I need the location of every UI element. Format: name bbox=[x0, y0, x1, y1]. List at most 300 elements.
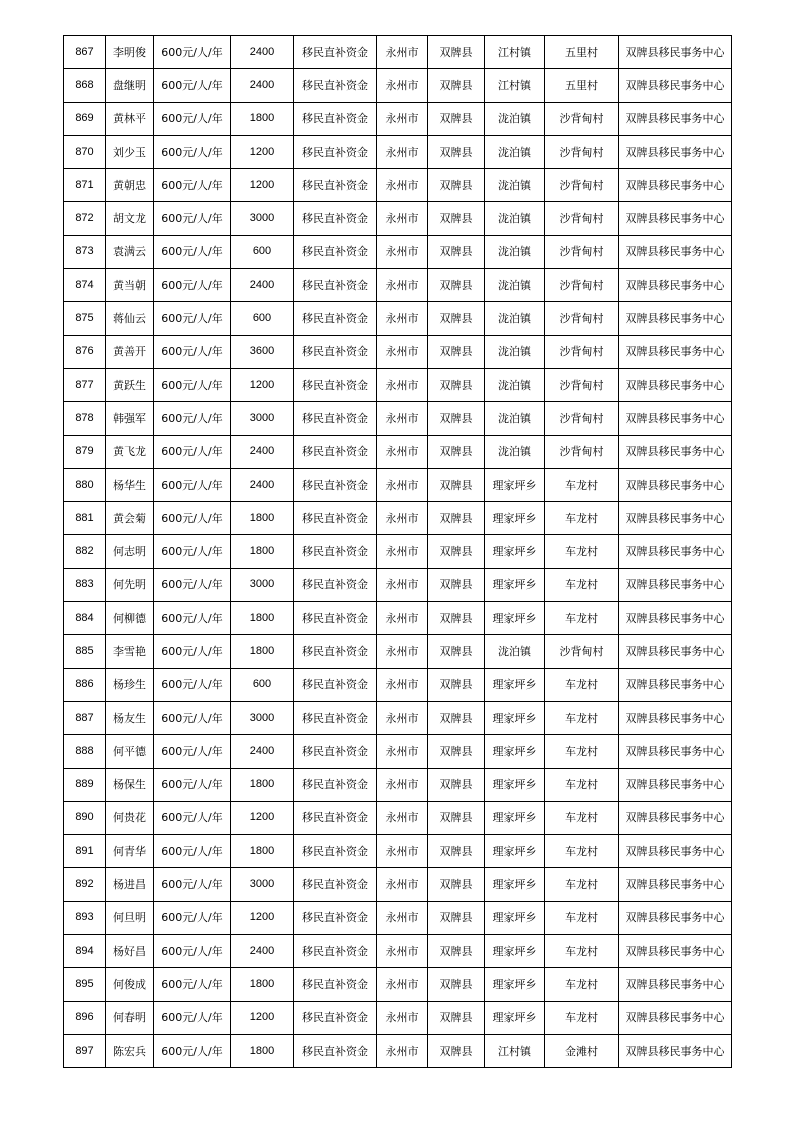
name-cell: 杨好昌 bbox=[106, 935, 154, 968]
name-cell: 杨友生 bbox=[106, 701, 154, 734]
name-cell: 盘继明 bbox=[106, 69, 154, 102]
town-cell: 泷泊镇 bbox=[485, 135, 545, 168]
agency-cell: 双牌县移民事务中心 bbox=[619, 102, 732, 135]
row-number-cell: 872 bbox=[64, 202, 106, 235]
table-row bbox=[64, 269, 732, 302]
fund-type-cell: 移民直补资金 bbox=[294, 602, 377, 635]
city-cell: 永州市 bbox=[377, 635, 428, 668]
fund-type-cell: 移民直补资金 bbox=[294, 801, 377, 834]
agency-cell: 双牌县移民事务中心 bbox=[619, 169, 732, 202]
standard-cell: 600元/人/年 bbox=[154, 402, 231, 435]
name-cell: 袁满云 bbox=[106, 235, 154, 268]
city-cell: 永州市 bbox=[377, 69, 428, 102]
town-cell: 泷泊镇 bbox=[485, 302, 545, 335]
standard-cell: 600元/人/年 bbox=[154, 868, 231, 901]
agency-cell: 双牌县移民事务中心 bbox=[619, 435, 732, 468]
table-row bbox=[64, 968, 732, 1001]
city-cell: 永州市 bbox=[377, 868, 428, 901]
table-row bbox=[64, 535, 732, 568]
table-row bbox=[64, 1001, 732, 1034]
row-number-cell: 884 bbox=[64, 602, 106, 635]
name-cell: 何春明 bbox=[106, 1001, 154, 1034]
fund-type-cell: 移民直补资金 bbox=[294, 269, 377, 302]
table-row bbox=[64, 302, 732, 335]
village-cell: 沙背甸村 bbox=[545, 135, 619, 168]
standard-cell: 600元/人/年 bbox=[154, 1034, 231, 1067]
town-cell: 江村镇 bbox=[485, 69, 545, 102]
amount-cell: 3000 bbox=[231, 402, 294, 435]
agency-cell: 双牌县移民事务中心 bbox=[619, 368, 732, 401]
row-number-cell: 874 bbox=[64, 269, 106, 302]
row-number-cell: 879 bbox=[64, 435, 106, 468]
town-cell: 理家坪乡 bbox=[485, 602, 545, 635]
row-number-cell: 883 bbox=[64, 568, 106, 601]
county-cell: 双牌县 bbox=[428, 1001, 485, 1034]
agency-cell: 双牌县移民事务中心 bbox=[619, 269, 732, 302]
town-cell: 理家坪乡 bbox=[485, 801, 545, 834]
standard-cell: 600元/人/年 bbox=[154, 368, 231, 401]
town-cell: 理家坪乡 bbox=[485, 768, 545, 801]
table-row bbox=[64, 502, 732, 535]
village-cell: 车龙村 bbox=[545, 835, 619, 868]
county-cell: 双牌县 bbox=[428, 602, 485, 635]
row-number-cell: 873 bbox=[64, 235, 106, 268]
city-cell: 永州市 bbox=[377, 835, 428, 868]
table-row bbox=[64, 735, 732, 768]
amount-cell: 1800 bbox=[231, 1034, 294, 1067]
town-cell: 泷泊镇 bbox=[485, 635, 545, 668]
fund-type-cell: 移民直补资金 bbox=[294, 169, 377, 202]
standard-cell: 600元/人/年 bbox=[154, 935, 231, 968]
table-row bbox=[64, 801, 732, 834]
village-cell: 五里村 bbox=[545, 69, 619, 102]
table-row bbox=[64, 768, 732, 801]
village-cell: 车龙村 bbox=[545, 801, 619, 834]
city-cell: 永州市 bbox=[377, 1034, 428, 1067]
fund-type-cell: 移民直补资金 bbox=[294, 302, 377, 335]
standard-cell: 600元/人/年 bbox=[154, 335, 231, 368]
amount-cell: 1800 bbox=[231, 502, 294, 535]
city-cell: 永州市 bbox=[377, 169, 428, 202]
table-row bbox=[64, 368, 732, 401]
town-cell: 泷泊镇 bbox=[485, 435, 545, 468]
fund-type-cell: 移民直补资金 bbox=[294, 901, 377, 934]
agency-cell: 双牌县移民事务中心 bbox=[619, 1034, 732, 1067]
amount-cell: 2400 bbox=[231, 935, 294, 968]
fund-type-cell: 移民直补资金 bbox=[294, 1001, 377, 1034]
town-cell: 江村镇 bbox=[485, 1034, 545, 1067]
table-row bbox=[64, 135, 732, 168]
fund-type-cell: 移民直补资金 bbox=[294, 701, 377, 734]
table-row bbox=[64, 235, 732, 268]
amount-cell: 1200 bbox=[231, 368, 294, 401]
agency-cell: 双牌县移民事务中心 bbox=[619, 335, 732, 368]
village-cell: 沙背甸村 bbox=[545, 402, 619, 435]
amount-cell: 600 bbox=[231, 302, 294, 335]
table-row bbox=[64, 169, 732, 202]
village-cell: 车龙村 bbox=[545, 468, 619, 501]
name-cell: 杨进昌 bbox=[106, 868, 154, 901]
standard-cell: 600元/人/年 bbox=[154, 735, 231, 768]
standard-cell: 600元/人/年 bbox=[154, 1001, 231, 1034]
row-number-cell: 892 bbox=[64, 868, 106, 901]
city-cell: 永州市 bbox=[377, 368, 428, 401]
amount-cell: 3600 bbox=[231, 335, 294, 368]
table-row bbox=[64, 335, 732, 368]
row-number-cell: 881 bbox=[64, 502, 106, 535]
town-cell: 理家坪乡 bbox=[485, 668, 545, 701]
fund-type-cell: 移民直补资金 bbox=[294, 935, 377, 968]
city-cell: 永州市 bbox=[377, 735, 428, 768]
row-number-cell: 888 bbox=[64, 735, 106, 768]
amount-cell: 3000 bbox=[231, 202, 294, 235]
amount-cell: 3000 bbox=[231, 568, 294, 601]
city-cell: 永州市 bbox=[377, 235, 428, 268]
name-cell: 李明俊 bbox=[106, 36, 154, 69]
agency-cell: 双牌县移民事务中心 bbox=[619, 69, 732, 102]
row-number-cell: 870 bbox=[64, 135, 106, 168]
table-row bbox=[64, 635, 732, 668]
table-row bbox=[64, 435, 732, 468]
name-cell: 黄跃生 bbox=[106, 368, 154, 401]
table-row bbox=[64, 568, 732, 601]
town-cell: 理家坪乡 bbox=[485, 835, 545, 868]
amount-cell: 600 bbox=[231, 235, 294, 268]
city-cell: 永州市 bbox=[377, 568, 428, 601]
table-row bbox=[64, 102, 732, 135]
village-cell: 车龙村 bbox=[545, 668, 619, 701]
amount-cell: 1800 bbox=[231, 835, 294, 868]
table-row bbox=[64, 36, 732, 69]
name-cell: 何先明 bbox=[106, 568, 154, 601]
standard-cell: 600元/人/年 bbox=[154, 801, 231, 834]
village-cell: 车龙村 bbox=[545, 968, 619, 1001]
village-cell: 车龙村 bbox=[545, 701, 619, 734]
county-cell: 双牌县 bbox=[428, 368, 485, 401]
county-cell: 双牌县 bbox=[428, 135, 485, 168]
amount-cell: 1200 bbox=[231, 169, 294, 202]
fund-type-cell: 移民直补资金 bbox=[294, 768, 377, 801]
table-row bbox=[64, 835, 732, 868]
fund-type-cell: 移民直补资金 bbox=[294, 69, 377, 102]
name-cell: 何俊成 bbox=[106, 968, 154, 1001]
village-cell: 沙背甸村 bbox=[545, 202, 619, 235]
name-cell: 何贵花 bbox=[106, 801, 154, 834]
county-cell: 双牌县 bbox=[428, 36, 485, 69]
amount-cell: 2400 bbox=[231, 468, 294, 501]
table-row bbox=[64, 701, 732, 734]
amount-cell: 1200 bbox=[231, 901, 294, 934]
amount-cell: 1200 bbox=[231, 135, 294, 168]
city-cell: 永州市 bbox=[377, 668, 428, 701]
row-number-cell: 896 bbox=[64, 1001, 106, 1034]
county-cell: 双牌县 bbox=[428, 269, 485, 302]
fund-type-cell: 移民直补资金 bbox=[294, 135, 377, 168]
village-cell: 沙背甸村 bbox=[545, 435, 619, 468]
name-cell: 胡文龙 bbox=[106, 202, 154, 235]
agency-cell: 双牌县移民事务中心 bbox=[619, 235, 732, 268]
county-cell: 双牌县 bbox=[428, 801, 485, 834]
agency-cell: 双牌县移民事务中心 bbox=[619, 935, 732, 968]
amount-cell: 1800 bbox=[231, 968, 294, 1001]
row-number-cell: 871 bbox=[64, 169, 106, 202]
village-cell: 沙背甸村 bbox=[545, 269, 619, 302]
agency-cell: 双牌县移民事务中心 bbox=[619, 701, 732, 734]
table-row bbox=[64, 402, 732, 435]
town-cell: 理家坪乡 bbox=[485, 568, 545, 601]
city-cell: 永州市 bbox=[377, 602, 428, 635]
name-cell: 何柳德 bbox=[106, 602, 154, 635]
city-cell: 永州市 bbox=[377, 502, 428, 535]
name-cell: 韩强军 bbox=[106, 402, 154, 435]
agency-cell: 双牌县移民事务中心 bbox=[619, 135, 732, 168]
agency-cell: 双牌县移民事务中心 bbox=[619, 635, 732, 668]
table-row bbox=[64, 1034, 732, 1067]
amount-cell: 1800 bbox=[231, 635, 294, 668]
county-cell: 双牌县 bbox=[428, 968, 485, 1001]
name-cell: 黄会菊 bbox=[106, 502, 154, 535]
city-cell: 永州市 bbox=[377, 435, 428, 468]
name-cell: 何青华 bbox=[106, 835, 154, 868]
row-number-cell: 882 bbox=[64, 535, 106, 568]
fund-type-cell: 移民直补资金 bbox=[294, 968, 377, 1001]
county-cell: 双牌县 bbox=[428, 668, 485, 701]
agency-cell: 双牌县移民事务中心 bbox=[619, 735, 732, 768]
table-row bbox=[64, 69, 732, 102]
city-cell: 永州市 bbox=[377, 801, 428, 834]
row-number-cell: 876 bbox=[64, 335, 106, 368]
name-cell: 黄林平 bbox=[106, 102, 154, 135]
village-cell: 车龙村 bbox=[545, 935, 619, 968]
subsidy-roster-table bbox=[63, 35, 732, 1068]
row-number-cell: 895 bbox=[64, 968, 106, 1001]
agency-cell: 双牌县移民事务中心 bbox=[619, 535, 732, 568]
row-number-cell: 877 bbox=[64, 368, 106, 401]
standard-cell: 600元/人/年 bbox=[154, 668, 231, 701]
fund-type-cell: 移民直补资金 bbox=[294, 868, 377, 901]
name-cell: 杨保生 bbox=[106, 768, 154, 801]
town-cell: 泷泊镇 bbox=[485, 102, 545, 135]
standard-cell: 600元/人/年 bbox=[154, 102, 231, 135]
name-cell: 陈宏兵 bbox=[106, 1034, 154, 1067]
fund-type-cell: 移民直补资金 bbox=[294, 402, 377, 435]
row-number-cell: 886 bbox=[64, 668, 106, 701]
county-cell: 双牌县 bbox=[428, 935, 485, 968]
county-cell: 双牌县 bbox=[428, 302, 485, 335]
row-number-cell: 869 bbox=[64, 102, 106, 135]
name-cell: 杨华生 bbox=[106, 468, 154, 501]
town-cell: 理家坪乡 bbox=[485, 968, 545, 1001]
city-cell: 永州市 bbox=[377, 135, 428, 168]
name-cell: 刘少玉 bbox=[106, 135, 154, 168]
city-cell: 永州市 bbox=[377, 968, 428, 1001]
standard-cell: 600元/人/年 bbox=[154, 968, 231, 1001]
table-row bbox=[64, 202, 732, 235]
town-cell: 泷泊镇 bbox=[485, 402, 545, 435]
amount-cell: 1200 bbox=[231, 801, 294, 834]
fund-type-cell: 移民直补资金 bbox=[294, 368, 377, 401]
row-number-cell: 885 bbox=[64, 635, 106, 668]
standard-cell: 600元/人/年 bbox=[154, 302, 231, 335]
fund-type-cell: 移民直补资金 bbox=[294, 235, 377, 268]
fund-type-cell: 移民直补资金 bbox=[294, 835, 377, 868]
fund-type-cell: 移民直补资金 bbox=[294, 435, 377, 468]
village-cell: 沙背甸村 bbox=[545, 635, 619, 668]
agency-cell: 双牌县移民事务中心 bbox=[619, 402, 732, 435]
county-cell: 双牌县 bbox=[428, 335, 485, 368]
fund-type-cell: 移民直补资金 bbox=[294, 102, 377, 135]
row-number-cell: 880 bbox=[64, 468, 106, 501]
city-cell: 永州市 bbox=[377, 102, 428, 135]
name-cell: 何平德 bbox=[106, 735, 154, 768]
amount-cell: 1800 bbox=[231, 535, 294, 568]
standard-cell: 600元/人/年 bbox=[154, 502, 231, 535]
town-cell: 泷泊镇 bbox=[485, 169, 545, 202]
county-cell: 双牌县 bbox=[428, 835, 485, 868]
standard-cell: 600元/人/年 bbox=[154, 269, 231, 302]
fund-type-cell: 移民直补资金 bbox=[294, 668, 377, 701]
standard-cell: 600元/人/年 bbox=[154, 901, 231, 934]
amount-cell: 3000 bbox=[231, 868, 294, 901]
agency-cell: 双牌县移民事务中心 bbox=[619, 202, 732, 235]
village-cell: 金滩村 bbox=[545, 1034, 619, 1067]
standard-cell: 600元/人/年 bbox=[154, 69, 231, 102]
city-cell: 永州市 bbox=[377, 269, 428, 302]
agency-cell: 双牌县移民事务中心 bbox=[619, 668, 732, 701]
table-row bbox=[64, 602, 732, 635]
name-cell: 蒋仙云 bbox=[106, 302, 154, 335]
town-cell: 理家坪乡 bbox=[485, 935, 545, 968]
agency-cell: 双牌县移民事务中心 bbox=[619, 901, 732, 934]
name-cell: 黄飞龙 bbox=[106, 435, 154, 468]
village-cell: 车龙村 bbox=[545, 735, 619, 768]
standard-cell: 600元/人/年 bbox=[154, 768, 231, 801]
standard-cell: 600元/人/年 bbox=[154, 36, 231, 69]
village-cell: 车龙村 bbox=[545, 602, 619, 635]
standard-cell: 600元/人/年 bbox=[154, 169, 231, 202]
agency-cell: 双牌县移民事务中心 bbox=[619, 302, 732, 335]
agency-cell: 双牌县移民事务中心 bbox=[619, 502, 732, 535]
city-cell: 永州市 bbox=[377, 402, 428, 435]
standard-cell: 600元/人/年 bbox=[154, 202, 231, 235]
amount-cell: 2400 bbox=[231, 36, 294, 69]
county-cell: 双牌县 bbox=[428, 235, 485, 268]
town-cell: 泷泊镇 bbox=[485, 202, 545, 235]
agency-cell: 双牌县移民事务中心 bbox=[619, 801, 732, 834]
city-cell: 永州市 bbox=[377, 901, 428, 934]
agency-cell: 双牌县移民事务中心 bbox=[619, 602, 732, 635]
standard-cell: 600元/人/年 bbox=[154, 602, 231, 635]
fund-type-cell: 移民直补资金 bbox=[294, 335, 377, 368]
village-cell: 沙背甸村 bbox=[545, 302, 619, 335]
town-cell: 理家坪乡 bbox=[485, 468, 545, 501]
standard-cell: 600元/人/年 bbox=[154, 135, 231, 168]
standard-cell: 600元/人/年 bbox=[154, 535, 231, 568]
city-cell: 永州市 bbox=[377, 468, 428, 501]
county-cell: 双牌县 bbox=[428, 402, 485, 435]
village-cell: 车龙村 bbox=[545, 1001, 619, 1034]
village-cell: 沙背甸村 bbox=[545, 235, 619, 268]
row-number-cell: 891 bbox=[64, 835, 106, 868]
county-cell: 双牌县 bbox=[428, 535, 485, 568]
county-cell: 双牌县 bbox=[428, 1034, 485, 1067]
row-number-cell: 897 bbox=[64, 1034, 106, 1067]
standard-cell: 600元/人/年 bbox=[154, 435, 231, 468]
table-row bbox=[64, 868, 732, 901]
standard-cell: 600元/人/年 bbox=[154, 568, 231, 601]
village-cell: 五里村 bbox=[545, 36, 619, 69]
table-row bbox=[64, 668, 732, 701]
town-cell: 理家坪乡 bbox=[485, 735, 545, 768]
county-cell: 双牌县 bbox=[428, 502, 485, 535]
name-cell: 黄当朝 bbox=[106, 269, 154, 302]
row-number-cell: 875 bbox=[64, 302, 106, 335]
city-cell: 永州市 bbox=[377, 202, 428, 235]
agency-cell: 双牌县移民事务中心 bbox=[619, 835, 732, 868]
county-cell: 双牌县 bbox=[428, 102, 485, 135]
city-cell: 永州市 bbox=[377, 36, 428, 69]
city-cell: 永州市 bbox=[377, 1001, 428, 1034]
table-row bbox=[64, 935, 732, 968]
city-cell: 永州市 bbox=[377, 535, 428, 568]
county-cell: 双牌县 bbox=[428, 635, 485, 668]
name-cell: 黄善开 bbox=[106, 335, 154, 368]
county-cell: 双牌县 bbox=[428, 768, 485, 801]
town-cell: 江村镇 bbox=[485, 36, 545, 69]
village-cell: 沙背甸村 bbox=[545, 335, 619, 368]
town-cell: 理家坪乡 bbox=[485, 535, 545, 568]
village-cell: 车龙村 bbox=[545, 568, 619, 601]
county-cell: 双牌县 bbox=[428, 901, 485, 934]
amount-cell: 2400 bbox=[231, 435, 294, 468]
row-number-cell: 893 bbox=[64, 901, 106, 934]
standard-cell: 600元/人/年 bbox=[154, 835, 231, 868]
county-cell: 双牌县 bbox=[428, 735, 485, 768]
county-cell: 双牌县 bbox=[428, 568, 485, 601]
amount-cell: 2400 bbox=[231, 735, 294, 768]
city-cell: 永州市 bbox=[377, 335, 428, 368]
town-cell: 理家坪乡 bbox=[485, 502, 545, 535]
standard-cell: 600元/人/年 bbox=[154, 701, 231, 734]
agency-cell: 双牌县移民事务中心 bbox=[619, 36, 732, 69]
fund-type-cell: 移民直补资金 bbox=[294, 468, 377, 501]
county-cell: 双牌县 bbox=[428, 69, 485, 102]
amount-cell: 2400 bbox=[231, 69, 294, 102]
table-row bbox=[64, 468, 732, 501]
amount-cell: 1800 bbox=[231, 768, 294, 801]
fund-type-cell: 移民直补资金 bbox=[294, 1034, 377, 1067]
agency-cell: 双牌县移民事务中心 bbox=[619, 968, 732, 1001]
name-cell: 何志明 bbox=[106, 535, 154, 568]
city-cell: 永州市 bbox=[377, 935, 428, 968]
village-cell: 沙背甸村 bbox=[545, 102, 619, 135]
town-cell: 理家坪乡 bbox=[485, 701, 545, 734]
village-cell: 车龙村 bbox=[545, 502, 619, 535]
town-cell: 泷泊镇 bbox=[485, 335, 545, 368]
city-cell: 永州市 bbox=[377, 768, 428, 801]
amount-cell: 3000 bbox=[231, 701, 294, 734]
name-cell: 李雪艳 bbox=[106, 635, 154, 668]
agency-cell: 双牌县移民事务中心 bbox=[619, 768, 732, 801]
village-cell: 车龙村 bbox=[545, 901, 619, 934]
county-cell: 双牌县 bbox=[428, 468, 485, 501]
fund-type-cell: 移民直补资金 bbox=[294, 535, 377, 568]
row-number-cell: 887 bbox=[64, 701, 106, 734]
village-cell: 车龙村 bbox=[545, 868, 619, 901]
name-cell: 黄朝忠 bbox=[106, 169, 154, 202]
amount-cell: 1200 bbox=[231, 1001, 294, 1034]
fund-type-cell: 移民直补资金 bbox=[294, 635, 377, 668]
